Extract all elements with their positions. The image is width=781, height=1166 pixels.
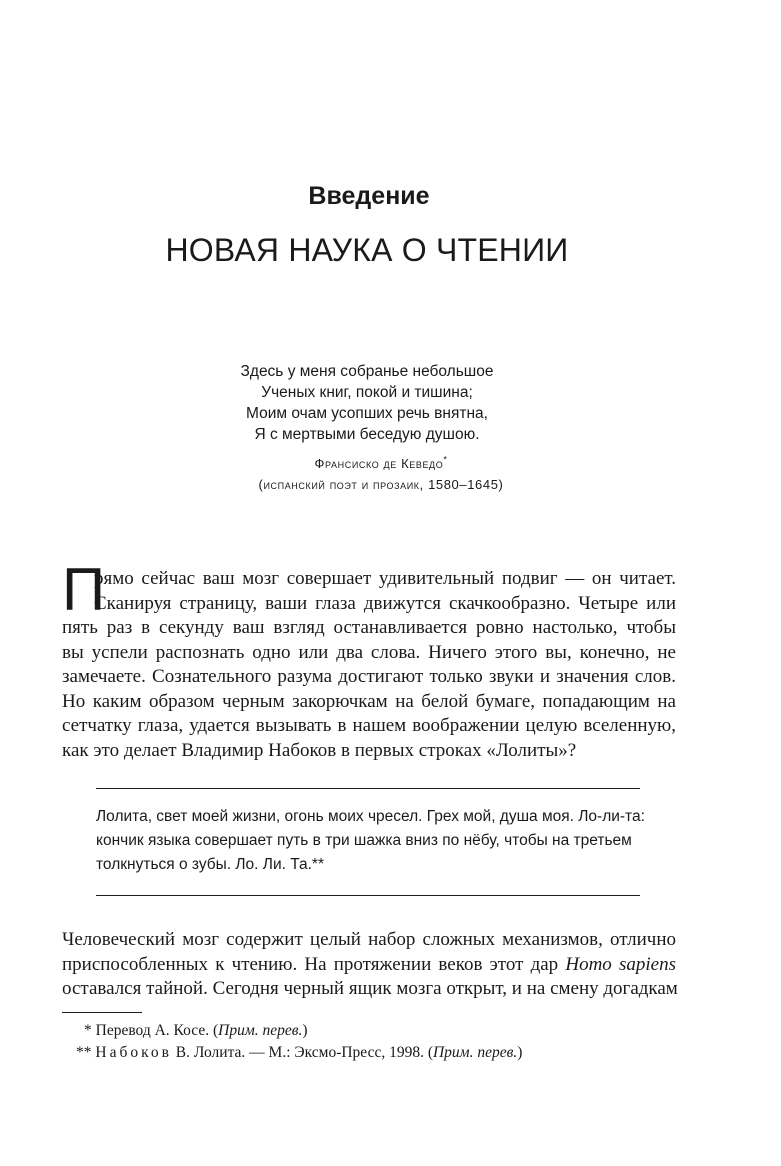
paragraph-2	[62, 928, 676, 1002]
footnote-mark: *	[84, 1022, 92, 1039]
footnote-text: )	[302, 1022, 308, 1039]
paragraph-line: замечаете. Сознательного разума достигают только звуки и значения слов.	[62, 666, 676, 687]
chapter-title: НОВАЯ НАУКА О ЧТЕНИИ	[165, 232, 569, 268]
epigraph-author: Франсиско де Кеведо	[314, 456, 444, 471]
paragraph-text: приспособленных к чтению. На протяжении веков этот дар	[62, 953, 566, 975]
footnote-text: В. Лолита. — М.: Эксмо-Пресс, 1998. (	[171, 1044, 433, 1061]
quote-line: толкнуться о зубы. Ло. Ли. Та.**	[96, 856, 324, 873]
footnote-2	[62, 1042, 662, 1064]
quote-bottom-rule	[96, 895, 640, 896]
epigraph-attribution	[0, 453, 762, 495]
dropcap: П	[62, 556, 106, 623]
quote-top-rule	[96, 788, 640, 789]
italic-term: Homo sapiens	[565, 953, 676, 975]
footnote-text: Перевод А. Косе. (	[91, 1022, 219, 1039]
footnotes	[62, 1020, 662, 1064]
footnote-italic: Прим. перев.	[432, 1044, 518, 1061]
epigraph-author-note: (испанский поэт и прозаик, 1580–1645)	[258, 477, 504, 492]
paragraph-1	[62, 556, 676, 763]
epigraph-line: Ученых книг, покой и тишина;	[261, 384, 473, 401]
paragraph-line: сетчатку глаза, удается вызывать в нашем воображении целую вселенную,	[62, 715, 676, 736]
footnote-italic: Прим. перев.	[218, 1022, 303, 1039]
chapter-label: Введение	[308, 182, 430, 210]
footnote-mark: **	[76, 1044, 92, 1061]
footnote-text: )	[517, 1044, 523, 1061]
paragraph-line: вы успели распознать одно или два слова. Ничего этого вы, конечно, не	[62, 641, 676, 663]
footnote-author: Набоков	[95, 1044, 172, 1061]
paragraph-line: Но каким образом черным закорючкам на белой бумаге, попадающим на	[62, 690, 676, 712]
paragraph-line: пять раз в секунду ваш взгляд останавливается ровно настолько, чтобы	[62, 617, 676, 638]
paragraph-line: Сканируя страницу, ваши глаза движутся скачкообразно. Четыре или	[94, 592, 676, 614]
epigraph-line: Я с мертвыми беседую душою.	[254, 426, 480, 443]
paragraph-line	[62, 953, 676, 978]
paragraph-line: как это делает Владимир Набоков в первых строках «Лолиты»?	[62, 739, 577, 761]
footnote-1	[62, 1020, 662, 1042]
quote-line: кончик языка совершает путь в три шажка вниз по нёбу, чтобы на третьем	[96, 832, 632, 849]
paragraph-line: оставался тайной. Сегодня черный ящик мозга открыт, и на смену догадкам	[62, 978, 678, 999]
footnote-rule	[62, 1012, 142, 1013]
footnote-ref: *	[443, 454, 448, 465]
paragraph-line: Человеческий мозг содержит целый набор сложных механизмов, отлично	[62, 929, 676, 950]
epigraph	[0, 361, 734, 445]
quote-line: Лолита, свет моей жизни, огонь моих чресел. Грех мой, душа моя. Ло-ли-та:	[96, 808, 645, 825]
epigraph-line: Здесь у меня собранье небольшое	[240, 363, 494, 380]
epigraph-line: Моим очам усопших речь внятна,	[246, 405, 488, 422]
paragraph-line: рямо сейчас ваш мозг совершает удивительный подвиг — он читает.	[94, 568, 676, 589]
block-quote	[96, 805, 644, 877]
